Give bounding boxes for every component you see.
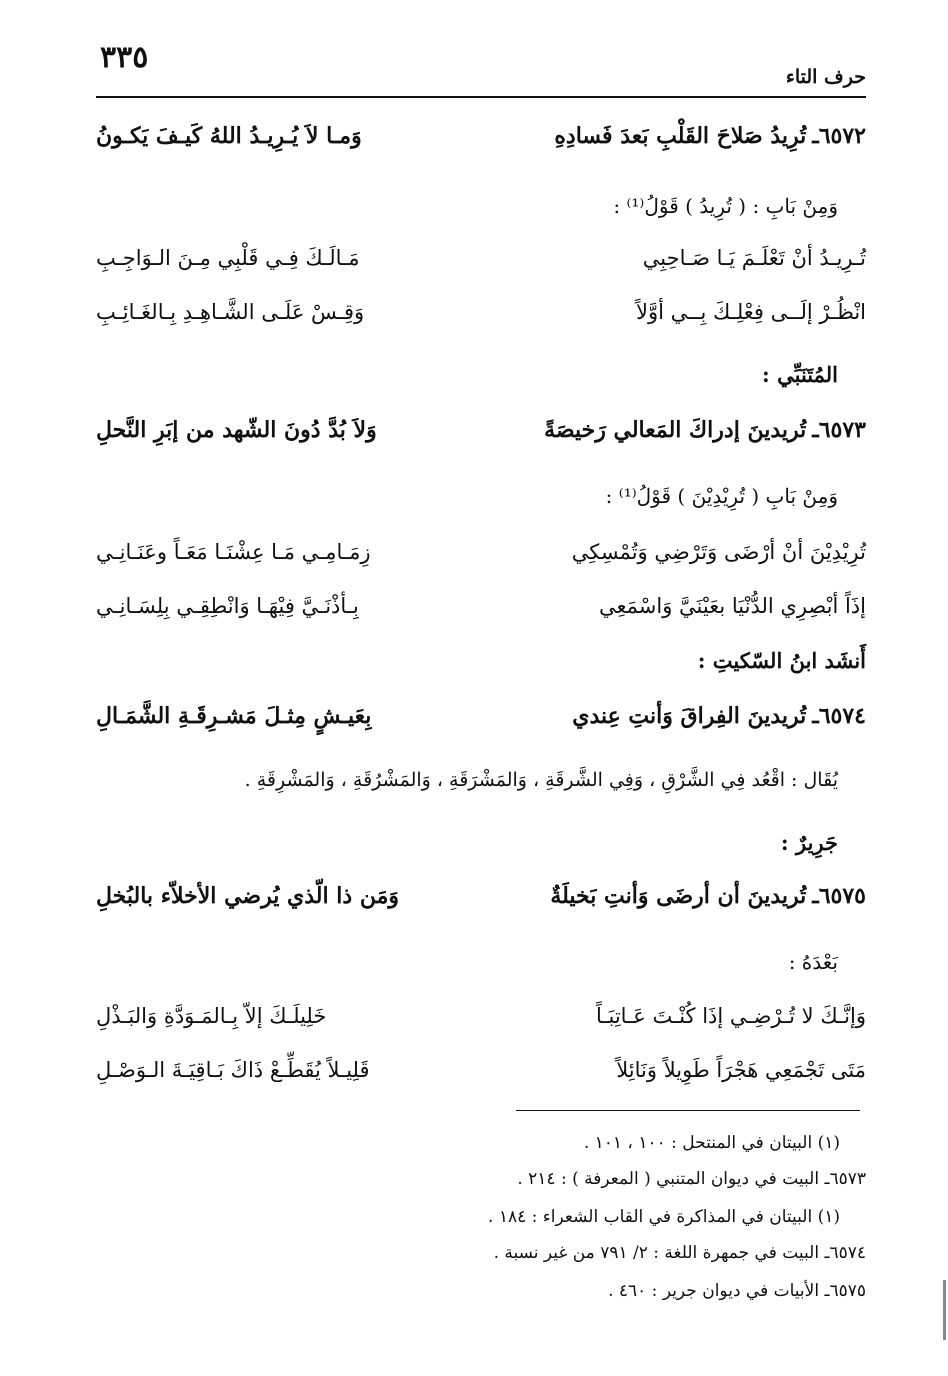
verse-second-hemistich: وَمـا لاَ يُـرِيـدُ اللهُ كَيـفَ يَكـونُ <box>96 123 362 149</box>
intro-line: وَمِنْ بَابِ : ( تُرِيدُ ) قَوْلُ⁽¹⁾ : <box>613 194 838 218</box>
quote-line <box>96 236 866 280</box>
verse-6575 <box>96 874 866 918</box>
footnote: ٦٥٧٤ـ البيت في جمهرة اللغة : ٢/ ٧٩١ من غير نسبة . <box>493 1243 866 1263</box>
quote-first-hemistich: تُـرِيـدُ أنْ تَعْلَـمَ يَـا صَـاحِبِي <box>642 246 866 270</box>
quote-first-hemistich: مَتَى تَجْمَعِي هَجْرَاً طَوِيلاً وَنَائِلاً <box>616 1058 866 1082</box>
verse-first-hemistich <box>554 114 866 158</box>
verse-first-text: تُريدينَ أن أرضَى وَأنتِ بَخيلَةٌ <box>550 883 807 909</box>
quote-second-hemistich: وَقِـسْ عَلَـى الشَّـاهِـدِ بِـالغَـائِـبِ <box>96 300 365 324</box>
quote-line <box>96 584 866 628</box>
quote-first-hemistich: انْظُـرْ إلَــى فِعْلِـكَ بِــي أوَّلاً <box>636 300 866 324</box>
verse-6573 <box>96 408 866 452</box>
poet-name: المُتَنَبِّي : <box>762 362 838 387</box>
quote-second-hemistich: بِـأذْنَـيَّ فِيْهَـا وَانْطِقِـي بِلِسَـانِـي <box>96 594 359 618</box>
quote-line <box>96 1048 866 1092</box>
verse-6574 <box>96 694 866 738</box>
verse-second-hemistich: وَمَن ذا الّذي يُرضي الأخلاّء بالبُخلِ <box>96 883 399 909</box>
footnote: ٦٥٧٣ـ البيت في ديوان المتنبي ( المعرفة ) : ٢١٤ . <box>517 1169 866 1189</box>
lexical-note: يُقَال : اقْعُد فِي الشَّرْقِ ، وَفِي الشَّرقَةِ ، وَالمَشْرَقَةِ ، وَالمَشْرُقَةِ ، وَالمَشْرِقَةِ . <box>244 769 838 791</box>
verse-first-hemistich <box>544 408 866 452</box>
verse-second-hemistich: بِعَيـشٍ مِثـلَ مَشـرِقَـةِ الشَّمَـالِ <box>96 703 372 729</box>
verse-first-text: تُريدينَ الفِراقَ وَأنتِ عِندي <box>572 703 807 729</box>
verse-first-text: تُريدينَ إدراكَ المَعالي رَخيصَةً <box>544 417 807 443</box>
quote-second-hemistich: قَلِيـلاً يُقَطِّـعْ ذَاكَ بَـاقِيَـةَ الـوَصْـلِ <box>96 1058 370 1082</box>
verse-number: ٦٥٧٥ـ <box>812 883 866 909</box>
verse-first-text: تُرِيدُ صَلاحَ القَلْبِ بَعدَ فَسادِهِ <box>554 123 807 149</box>
footnote: ٦٥٧٥ـ الأبيات في ديوان جرير : ٤٦٠ . <box>608 1281 866 1301</box>
quote-second-hemistich: خَلِيلَـكَ إلاّ بِـالمَـوَدَّةِ وَالبَـذْلِ <box>96 1004 327 1028</box>
running-head: حرف التاء <box>785 66 866 88</box>
footnote: (١) البيتان في المذاكرة في القاب الشعراء : ١٨٤ . <box>488 1207 840 1227</box>
quote-line <box>96 530 866 574</box>
verse-second-hemistich: وَلاَ بُدَّ دُونَ الشّهد من إبَرِ النَّحلِ <box>96 417 377 443</box>
poet-name: أَنشَد ابنُ السّكيتِ : <box>697 648 866 673</box>
quote-second-hemistich: زِمَـامِـي مَـا عِشْنَـا مَعَـاً وعَنَـانِـي <box>96 540 371 564</box>
intro-line: بَعْدَهُ : <box>788 950 838 974</box>
quote-line <box>96 290 866 334</box>
intro-line: وَمِنْ بَابِ ( تُرِيْدِيْنَ ) قَوْلُ⁽¹⁾ : <box>605 484 838 508</box>
quote-first-hemistich: تُرِيْدِيْنَ أنْ أرْضَى وَتَرْضِي وَتُمْسِكِي <box>571 540 866 564</box>
verse-first-hemistich <box>572 694 866 738</box>
page-edge-mark <box>943 1280 946 1340</box>
verse-6572 <box>96 114 866 158</box>
quote-first-hemistich: إذَاً أبْصِرِي الدُّنْيَا بعَيْنَيَّ وَاسْمَعِي <box>599 594 866 618</box>
footnote-rule <box>516 1110 860 1111</box>
header-rule <box>96 96 866 98</box>
quote-line <box>96 994 866 1038</box>
verse-number: ٦٥٧٢ـ <box>812 123 866 149</box>
page-number: ٣٣٥ <box>100 40 149 75</box>
verse-number: ٦٥٧٣ـ <box>812 417 866 443</box>
poet-name: جَرِيرٌ : <box>780 830 838 855</box>
verse-number: ٦٥٧٤ـ <box>812 703 866 729</box>
quote-second-hemistich: مَـالَـكَ فِـي قَلْبِي مِـنَ الـوَاجِـبِ <box>96 246 360 270</box>
footnote: (١) البيتان في المنتحل : ١٠٠ ، ١٠١ . <box>583 1133 840 1153</box>
quote-first-hemistich: وَإنَّـكَ لا تُـرْضِـي إذَا كُنْـتَ عَـاتِبَـاً <box>595 1004 866 1028</box>
verse-first-hemistich <box>550 874 866 918</box>
